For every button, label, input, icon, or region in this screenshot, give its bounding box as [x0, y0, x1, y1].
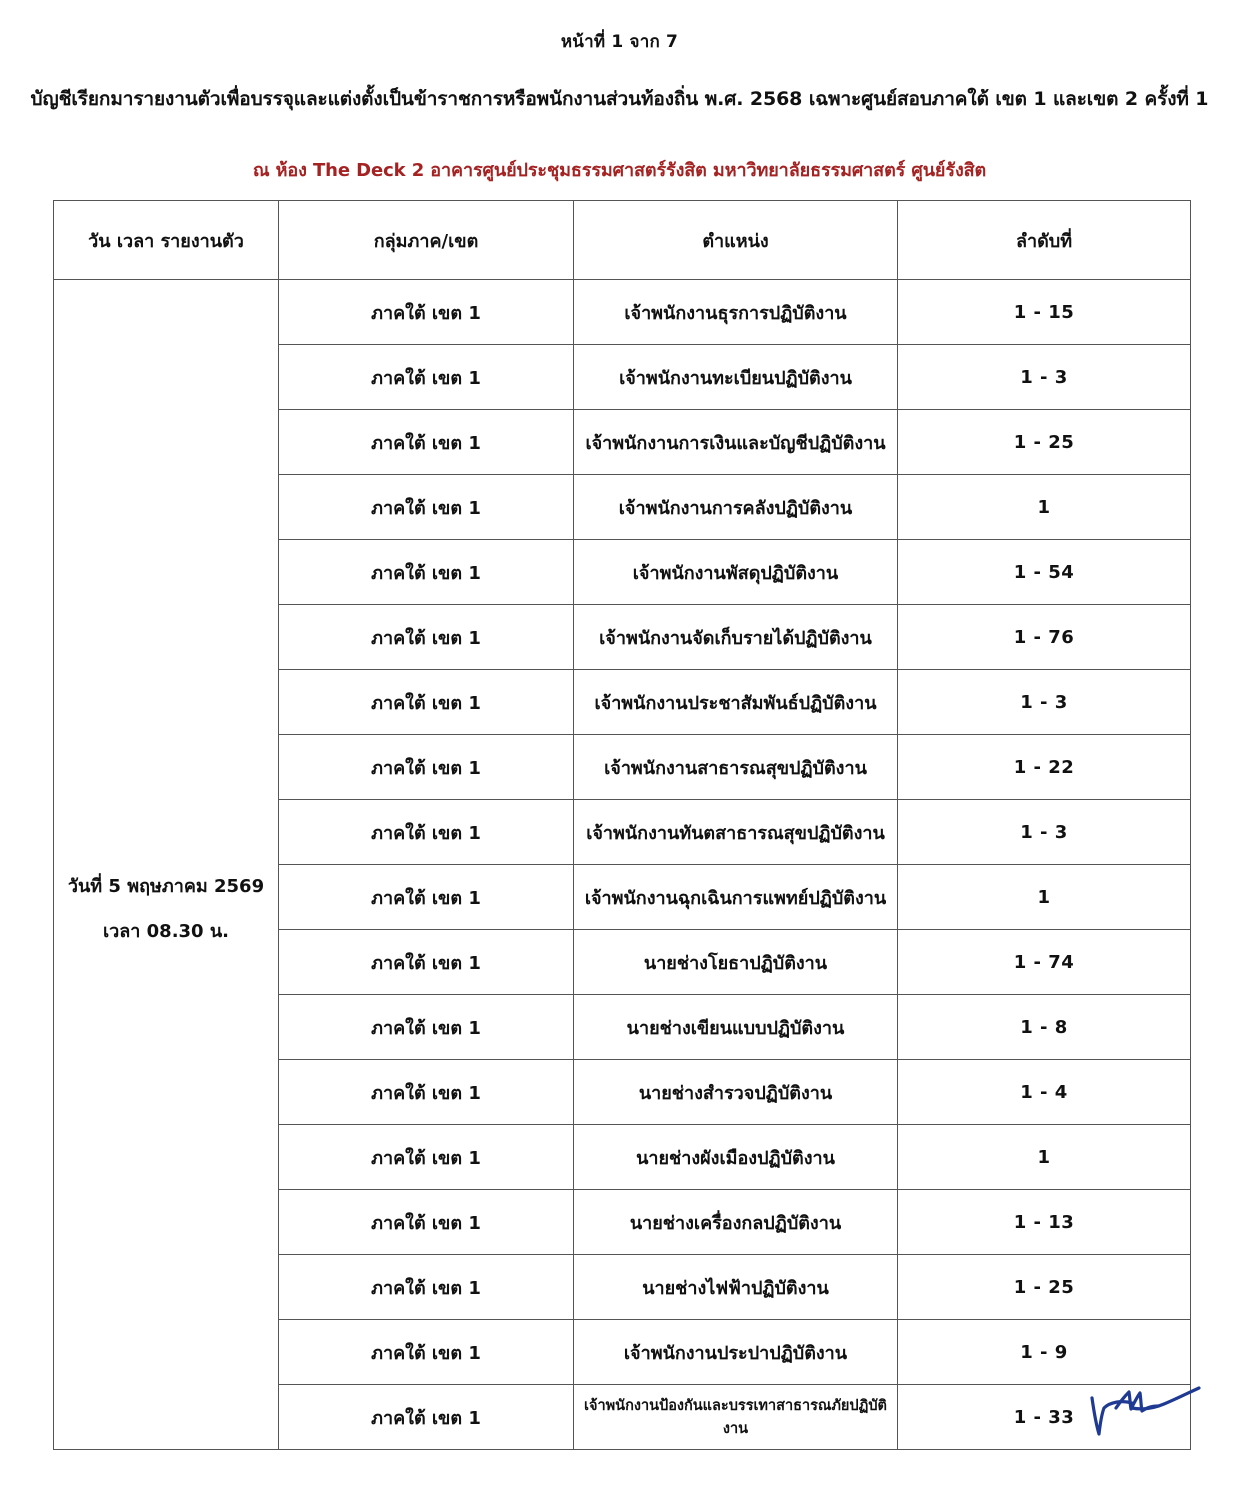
- sequence-cell: 1 - 3: [898, 670, 1191, 735]
- table-header: [54, 201, 1191, 280]
- zone-cell: ภาคใต้ เขต 1: [279, 1320, 574, 1385]
- zone-cell: ภาคใต้ เขต 1: [279, 475, 574, 540]
- zone-cell: ภาคใต้ เขต 1: [279, 540, 574, 605]
- position-cell: นายช่างสำรวจปฏิบัติงาน: [574, 1060, 898, 1125]
- sequence-cell: 1: [898, 1125, 1191, 1190]
- sequence-cell: 1 - 33: [898, 1385, 1191, 1450]
- zone-cell: ภาคใต้ เขต 1: [279, 605, 574, 670]
- zone-cell: ภาคใต้ เขต 1: [279, 345, 574, 410]
- zone-cell: ภาคใต้ เขต 1: [279, 1125, 574, 1190]
- sequence-cell: 1: [898, 865, 1191, 930]
- position-cell: นายช่างเครื่องกลปฏิบัติงาน: [574, 1190, 898, 1255]
- zone-cell: ภาคใต้ เขต 1: [279, 995, 574, 1060]
- position-cell: เจ้าพนักงานจัดเก็บรายได้ปฏิบัติงาน: [574, 605, 898, 670]
- position-cell: นายช่างโยธาปฏิบัติงาน: [574, 930, 898, 995]
- sequence-cell: 1 - 9: [898, 1320, 1191, 1385]
- sequence-cell: 1: [898, 475, 1191, 540]
- zone-cell: ภาคใต้ เขต 1: [279, 865, 574, 930]
- document-venue: ณ ห้อง The Deck 2 อาคารศูนย์ประชุมธรรมศาสตร์รังสิต มหาวิทยาลัยธรรมศาสตร์ ศูนย์รังสิต: [252, 160, 987, 181]
- table-header-row: [54, 201, 1191, 280]
- zone-cell: ภาคใต้ เขต 1: [279, 1060, 574, 1125]
- position-cell: นายช่างเขียนแบบปฏิบัติงาน: [574, 995, 898, 1060]
- report-datetime-cell: [54, 280, 279, 1450]
- position-cell: เจ้าพนักงานการคลังปฏิบัติงาน: [574, 475, 898, 540]
- sequence-cell: 1 - 25: [898, 1255, 1191, 1320]
- zone-cell: ภาคใต้ เขต 1: [279, 1255, 574, 1320]
- report-table-container: [53, 200, 1190, 1450]
- sequence-cell: 1 - 25: [898, 410, 1191, 475]
- sequence-cell: 1 - 3: [898, 800, 1191, 865]
- position-cell: เจ้าพนักงานประปาปฏิบัติงาน: [574, 1320, 898, 1385]
- zone-cell: ภาคใต้ เขต 1: [279, 670, 574, 735]
- position-cell: เจ้าพนักงานการเงินและบัญชีปฏิบัติงาน: [574, 410, 898, 475]
- sequence-cell: 1 - 3: [898, 345, 1191, 410]
- sequence-cell: 1 - 8: [898, 995, 1191, 1060]
- report-date: วันที่ 5 พฤษภาคม 2569: [67, 876, 265, 898]
- page-indicator: หน้าที่ 1 จาก 7: [560, 32, 679, 52]
- zone-cell: ภาคใต้ เขต 1: [279, 410, 574, 475]
- table-body: [54, 280, 1191, 1450]
- table-row: [54, 280, 1191, 345]
- position-cell: เจ้าพนักงานทันตสาธารณสุขปฏิบัติงาน: [574, 800, 898, 865]
- position-cell: เจ้าพนักงานธุรการปฏิบัติงาน: [574, 280, 898, 345]
- position-cell: เจ้าพนักงานสาธารณสุขปฏิบัติงาน: [574, 735, 898, 800]
- position-cell: เจ้าพนักงานป้องกันและบรรเทาสาธารณภัยปฏิบัติงาน: [574, 1385, 898, 1450]
- sequence-cell: 1 - 13: [898, 1190, 1191, 1255]
- sequence-cell: 1 - 74: [898, 930, 1191, 995]
- zone-cell: ภาคใต้ เขต 1: [279, 930, 574, 995]
- column-header-zone: กลุ่มภาค/เขต: [279, 201, 574, 280]
- position-cell: นายช่างไฟฟ้าปฏิบัติงาน: [574, 1255, 898, 1320]
- sequence-cell: 1 - 22: [898, 735, 1191, 800]
- document-title: บัญชีเรียกมารายงานตัวเพื่อบรรจุและแต่งตั้งเป็นข้าราชการหรือพนักงานส่วนท้องถิ่น พ.ศ. 2568 เฉพาะศูนย์สอบภาคใต้ เขต 1 และเขต 2 ครั้งที่ 1: [30, 88, 1209, 110]
- column-header-sequence: ลำดับที่: [898, 201, 1191, 280]
- zone-cell: ภาคใต้ เขต 1: [279, 800, 574, 865]
- report-time: เวลา 08.30 น.: [102, 920, 229, 942]
- sequence-cell: 1 - 54: [898, 540, 1191, 605]
- zone-cell: ภาคใต้ เขต 1: [279, 1385, 574, 1450]
- position-cell: เจ้าพนักงานประชาสัมพันธ์ปฏิบัติงาน: [574, 670, 898, 735]
- zone-cell: ภาคใต้ เขต 1: [279, 280, 574, 345]
- position-cell: เจ้าพนักงานฉุกเฉินการแพทย์ปฏิบัติงาน: [574, 865, 898, 930]
- report-table: [53, 200, 1191, 1450]
- zone-cell: ภาคใต้ เขต 1: [279, 1190, 574, 1255]
- position-cell: เจ้าพนักงานพัสดุปฏิบัติงาน: [574, 540, 898, 605]
- sequence-cell: 1 - 15: [898, 280, 1191, 345]
- column-header-when: วัน เวลา รายงานตัว: [54, 201, 279, 280]
- zone-cell: ภาคใต้ เขต 1: [279, 735, 574, 800]
- position-cell: เจ้าพนักงานทะเบียนปฏิบัติงาน: [574, 345, 898, 410]
- column-header-position: ตำแหน่ง: [574, 201, 898, 280]
- sequence-cell: 1 - 76: [898, 605, 1191, 670]
- position-cell: นายช่างผังเมืองปฏิบัติงาน: [574, 1125, 898, 1190]
- sequence-cell: 1 - 4: [898, 1060, 1191, 1125]
